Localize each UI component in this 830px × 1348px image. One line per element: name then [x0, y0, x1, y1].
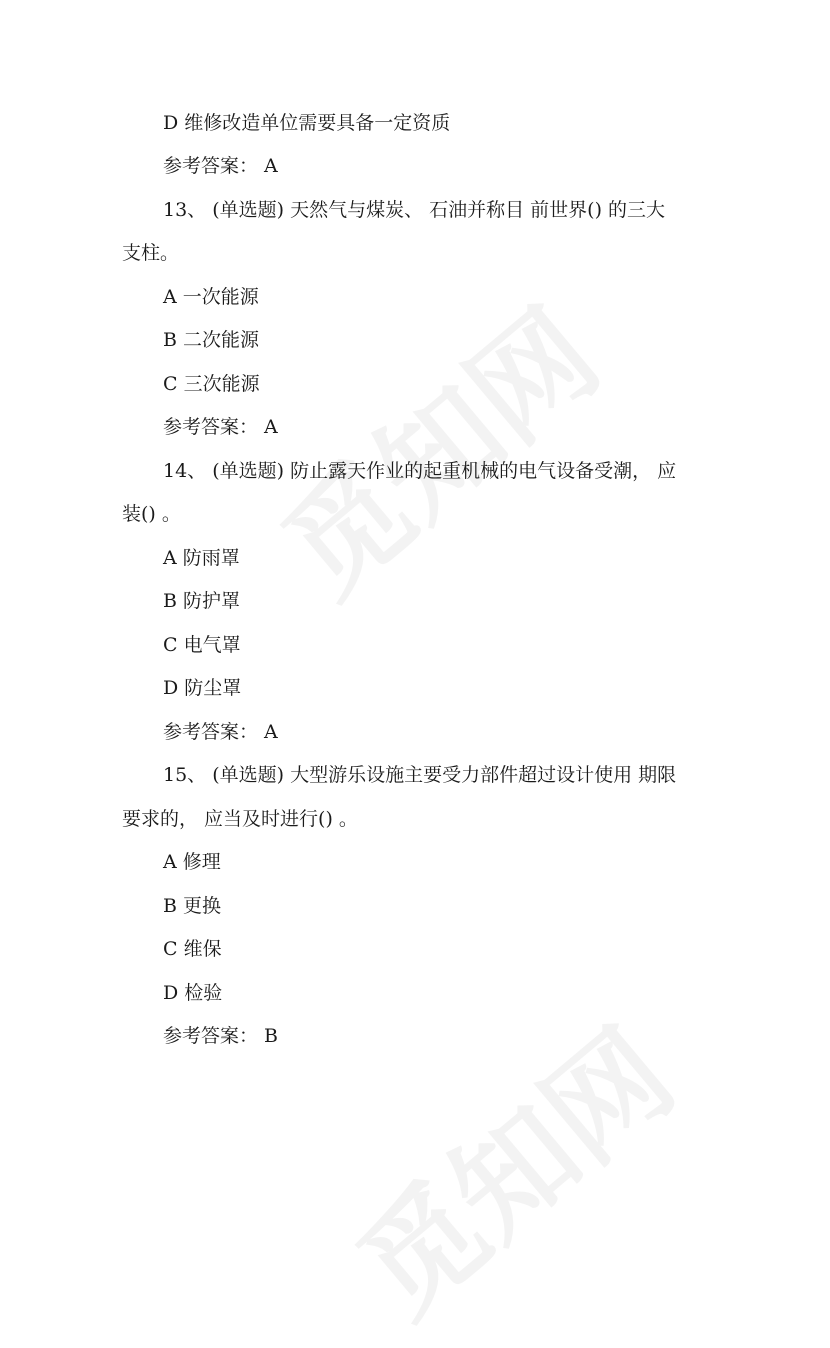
q15-answer: 参考答案： B: [163, 1025, 279, 1047]
q14-option-c: C 电气罩: [163, 634, 241, 656]
prev-option-d: D 维修改造单位需要具备一定资质: [163, 112, 451, 134]
q13-stem-line1: 13、 (单选题) 天然气与煤炭、 石油并称目 前世界() 的三大: [163, 199, 666, 221]
q13-stem-line2: 支柱。: [122, 242, 180, 264]
q13-option-b: B 二次能源: [163, 329, 260, 351]
q13-answer: 参考答案： A: [163, 416, 278, 438]
q14-option-d: D 防尘罩: [163, 677, 242, 699]
q13-option-c: C 三次能源: [163, 373, 260, 395]
watermark-bottom: [317, 984, 703, 1347]
q15-stem-line2: 要求的， 应当及时进行() 。: [122, 808, 358, 830]
q15-stem-line1: 15、 (单选题) 大型游乐设施主要受力部件超过设计使用 期限: [163, 764, 677, 786]
watermark: [242, 264, 628, 627]
prev-answer: 参考答案： A: [163, 155, 278, 177]
q15-option-c: C 维保: [163, 938, 222, 960]
q14-option-b: B 防护罩: [163, 590, 241, 612]
q14-answer: 参考答案： A: [163, 721, 278, 743]
q15-option-b: B 更换: [163, 895, 222, 917]
q14-option-a: A 防雨罩: [163, 547, 240, 569]
q14-stem-line2: 装() 。: [122, 503, 181, 525]
q15-option-a: A 修理: [163, 851, 221, 873]
q15-option-d: D 检验: [163, 982, 223, 1004]
q14-stem-line1: 14、 (单选题) 防止露天作业的起重机械的电气设备受潮， 应: [163, 460, 677, 482]
q13-option-a: A 一次能源: [163, 286, 259, 308]
